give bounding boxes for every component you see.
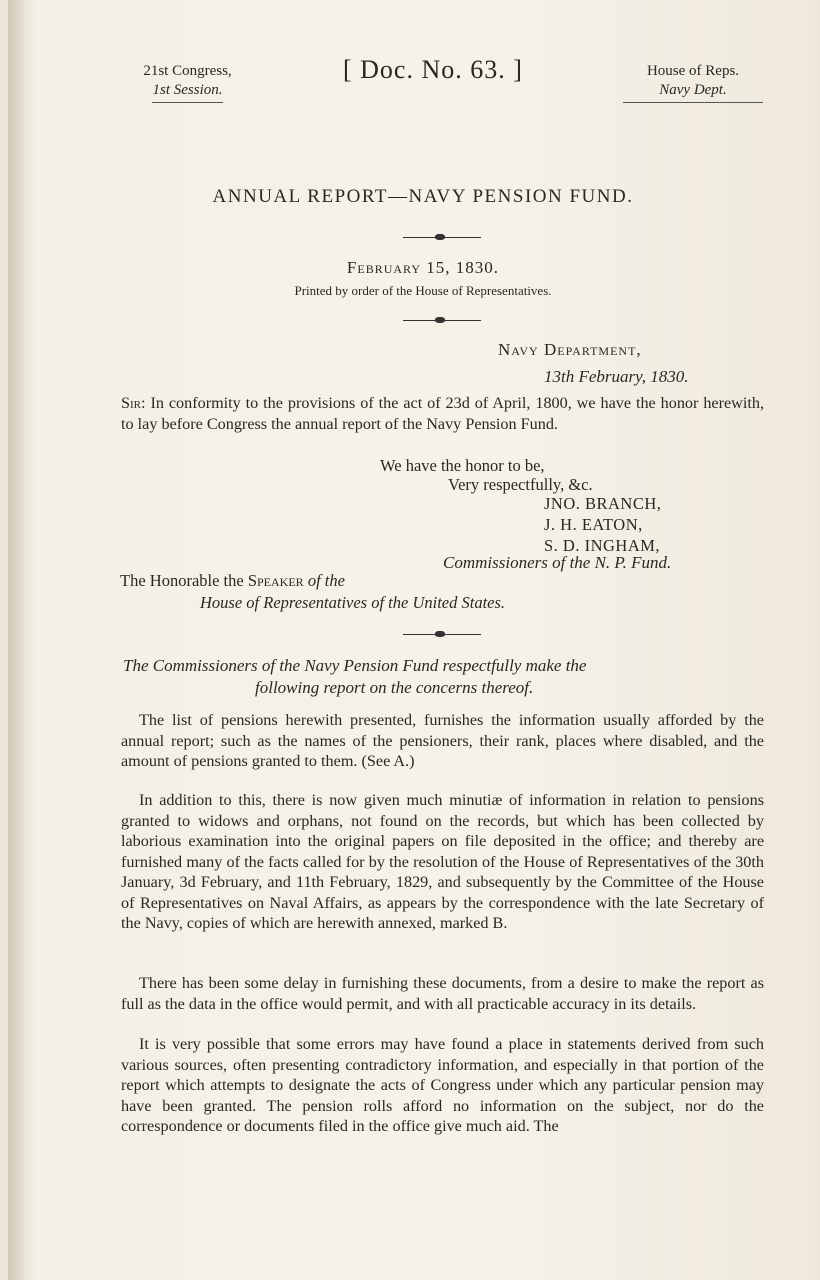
addressee-of-the: of the (307, 571, 345, 590)
house-label: House of Reps. (646, 63, 740, 79)
congress-session (120, 62, 255, 103)
letter-text: In conformity to the provisions of the act of 23d of April, 1800, we have the honor herewith, to lay before Congress the annual report of the Navy Pension Fund. (121, 394, 764, 433)
session-label: 1st Session. (152, 81, 222, 103)
signer-1: JNO. BRANCH, (544, 494, 662, 513)
ornamental-rule (403, 237, 481, 238)
letter-department: Navy Department, (498, 340, 642, 359)
signer-2: J. H. EATON, (544, 515, 643, 534)
ornamental-rule (403, 320, 481, 321)
closing-line-2: Very respectfully, &c. (448, 475, 593, 494)
house-department (623, 62, 763, 103)
signers-title: Commissioners of the N. P. Fund. (443, 553, 672, 572)
document-number: [ Doc. No. 63. ] (343, 55, 523, 84)
document-title: ANNUAL REPORT—NAVY PENSION FUND. (212, 186, 634, 207)
report-paragraph-2: In addition to this, there is now given much minutiæ of information in relation to pensions granted to widows and orphans, not found on the records, but which has been collected by laborious examination into the original papers on file deposited in the office; and thereby are furnished many of the facts called for by the resolution of the House of Representatives of the 30th January, 3d February, and 11th February, 1829, and subsequently by the Committee of the House of Representatives on Naval Affairs, as appears by the correspondence with the late Secretary of the Navy, copies of which are herewith annexed, marked B. (121, 791, 764, 932)
addressee-line-2: House of Representatives of the United States. (200, 593, 506, 612)
document-page (8, 0, 818, 1280)
document-date: February 15, 1830. (346, 258, 500, 277)
report-paragraph-3: There has been some delay in furnishing these documents, from a desire to make the report as full as the data in the office would permit, and with all practicable accuracy in its details. (121, 974, 764, 1013)
addressee-speaker: Speaker (247, 571, 304, 590)
addressee-line-1 (120, 570, 345, 591)
letter-date: 13th February, 1830. (544, 367, 689, 386)
report-heading-line-1: The Commissioners of the Navy Pension Fund respectfully make the (123, 656, 587, 675)
addressee-prefix: The Honorable the (120, 571, 244, 590)
report-paragraph-4: It is very possible that some errors may have found a place in statements derived from such various sources, often presenting contradictory information, and especially in that portion of the report which attempts to designate the acts of Congress under which any particular pension may have been granted. The pension rolls afford no information on the subject, nor do the correspondence or documents filed in the office give much aid. The (121, 1035, 764, 1135)
report-paragraph-1: The list of pensions herewith presented, furnishes the information usually afforded by the annual report; such as the names of the pensioners, their rank, places where disabled, and the amount of pensions granted to them. (See A.) (121, 711, 764, 770)
printed-note: Printed by order of the House of Representatives. (294, 283, 552, 298)
department-label: Navy Dept. (623, 81, 763, 103)
ornamental-rule (403, 634, 481, 635)
closing-line-1: We have the honor to be, (380, 456, 545, 475)
signer-3: S. D. INGHAM, (544, 536, 661, 555)
salutation: Sir: (121, 394, 146, 412)
congress-label: 21st Congress, (143, 63, 232, 79)
report-heading-line-2: following report on the concerns thereof. (255, 678, 534, 697)
letter-body (121, 393, 764, 434)
